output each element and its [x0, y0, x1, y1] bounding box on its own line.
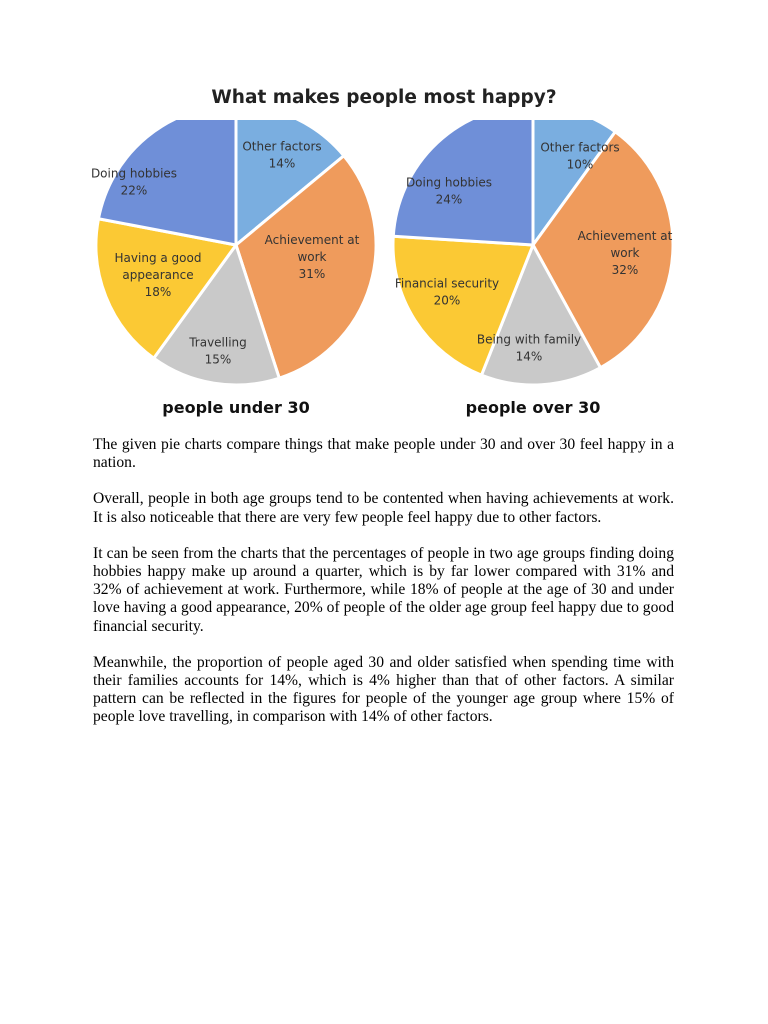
pie-charts	[0, 120, 768, 420]
pie-caption: people over 30	[465, 398, 601, 417]
essay-paragraph: Overall, people in both age groups tend to be contented when having achievements at work. It is also noticeable that there are very few people feel happy due to other factors.	[93, 490, 674, 526]
slice-label: Other factors 10%	[540, 140, 620, 172]
pie-chart	[393, 120, 673, 417]
essay-paragraph: It can be seen from the charts that the percentages of people in two age groups finding doing hobbies happy make up around a quarter, which is by far lower compared with 31% and 32% of achievement at work. Furthermore, while 18% of people at the age of 30 and under love having a good appearance, 20% of people of the older age group feel happy due to good financial security.	[93, 544, 674, 635]
essay-text	[93, 436, 674, 745]
slice-label: Doing hobbies 22%	[90, 166, 178, 198]
slice-label: Achievement at work 32%	[577, 229, 673, 277]
slice-label: Achievement at work 31%	[264, 233, 360, 281]
pie-caption: people under 30	[162, 398, 310, 417]
slice-label: Being with family 14%	[476, 332, 582, 364]
pie-chart	[91, 120, 376, 417]
essay-paragraph: The given pie charts compare things that make people under 30 and over 30 feel happy in a nation.	[93, 436, 674, 472]
slice-label: Financial security 20%	[394, 276, 500, 308]
slice-label: Doing hobbies 24%	[405, 175, 493, 207]
slice-label: Other factors 14%	[242, 139, 322, 171]
slice-label: Travelling 15%	[189, 335, 247, 367]
essay-paragraph: Meanwhile, the proportion of people aged 30 and older satisfied when spending time with their families accounts for 14%, which is 4% higher than that of other factors. A similar pattern can be reflected in the figures for people of the younger age group where 15% of people love travelling, in comparison with 14% of other factors.	[93, 653, 674, 726]
slice-label: Having a good appearance 18%	[114, 251, 202, 299]
chart-title: What makes people most happy?	[211, 87, 557, 108]
